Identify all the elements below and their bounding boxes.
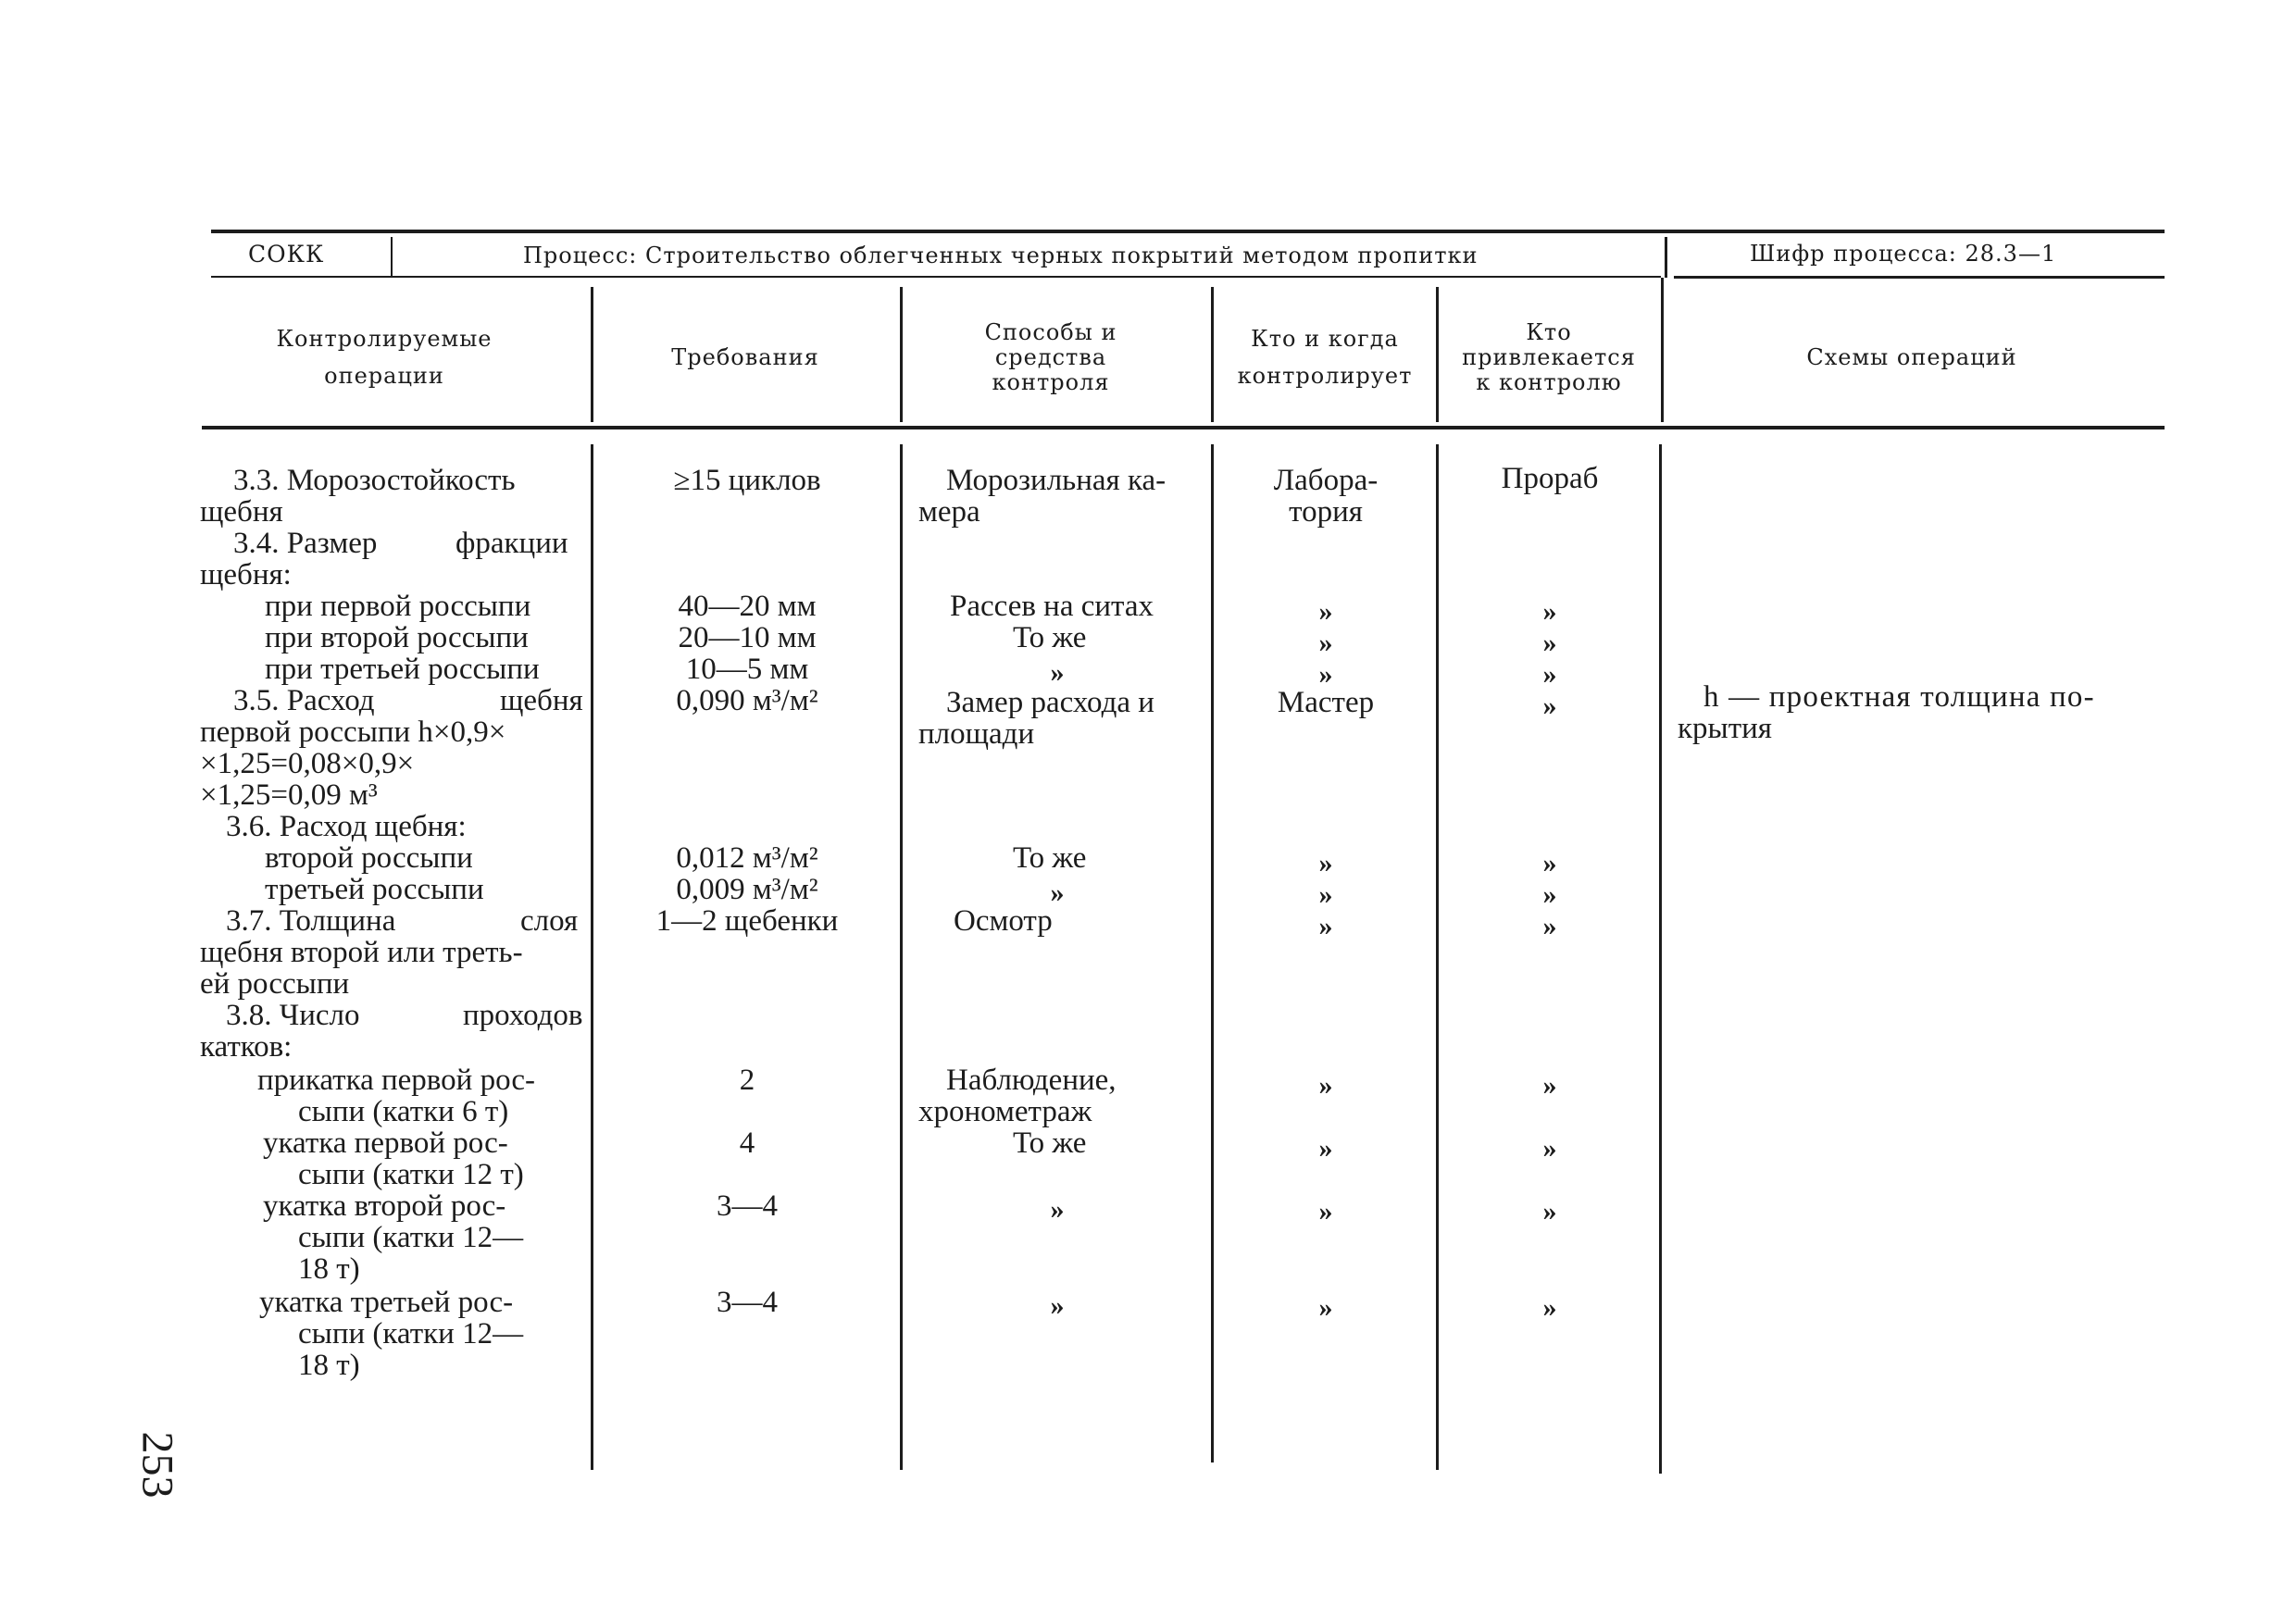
op-3-3-line1: 3.3. Морозостойкость [233,464,516,497]
scheme-note-line2: крытия [1678,712,1772,745]
col-line-4 [1436,444,1439,1470]
ditto-inv-3-6-a: » [1542,848,1557,878]
req-3-5: 0,090 м³/м² [676,684,818,717]
col-header-methods: Способы и средства контроля [984,318,1117,395]
meth-3-7: Осмотр [954,904,1053,938]
ditto-who-3-8-d: » [1318,1292,1333,1323]
col-line-1 [591,444,593,1470]
op-3-6: 3.6. Расход щебня: [226,810,467,843]
meth-3-4-b: То же [1013,621,1087,654]
col-line-3-head [1211,287,1214,422]
top-rule [211,230,2165,233]
op-3-7-line2: щебня второй или треть- [200,936,523,969]
op-3-4-c: при третьей россыпи [265,653,540,686]
req-3-3: ≥15 циклов [673,464,821,497]
op-3-8-a-line1: прикатка первой рос- [257,1064,536,1097]
who-3-3-line2: тория [1289,495,1363,529]
ditto-inv-3-5: » [1542,691,1557,721]
req-3-8-b: 4 [739,1126,755,1160]
req-3-4-c: 10—5 мм [685,653,809,686]
process-title: Процесс: Строительство облегченных черных покрытий методом пропитки [523,243,1479,268]
col-header-operations: Контролируемые операции [276,326,493,389]
ditto-inv-3-8-d: » [1542,1292,1557,1323]
page-number: 253 [132,1431,182,1499]
sokk-label: СОКК [248,241,325,268]
op-3-7-line1b: слоя [520,904,579,938]
op-3-8-c-line3: 18 т) [298,1252,360,1286]
meth-3-6-a: То же [1013,841,1087,875]
op-3-5-line3: ×1,25=0,08×0,9× [200,747,415,780]
meth-3-4-a: Рассев на ситах [950,590,1154,623]
req-3-8-d: 3—4 [717,1286,778,1319]
ditto-inv-3-8-a: » [1542,1070,1557,1101]
op-3-5-line1: 3.5. Расход [233,684,375,717]
col-line-5-head [1661,278,1664,422]
req-3-8-c: 3—4 [717,1189,778,1223]
op-3-3-line2: щебня [200,495,283,529]
ditto-who-3-4-b: » [1318,628,1333,658]
op-3-5-line1b: щебня [500,684,583,717]
ditto-who-3-7: » [1318,911,1333,941]
col-header-requirements: Требования [671,343,819,370]
op-3-6-b: третьей россыпи [265,873,484,906]
ditto-who-3-4-a: » [1318,596,1333,627]
ditto-who-3-8-c: » [1318,1196,1333,1226]
col-line-2-head [900,287,903,422]
req-3-6-b: 0,009 м³/м² [676,873,818,906]
op-3-4-line1: 3.4. Размер [233,527,378,560]
op-3-8-d-line3: 18 т) [298,1349,360,1382]
ditto-inv-3-7: » [1542,911,1557,941]
op-3-8-line2: катков: [200,1030,293,1064]
ditto-inv-3-6-b: » [1542,879,1557,910]
meth-3-3-line1: Морозильная ка- [946,464,1167,497]
op-3-8-d-line1: укатка третьей рос- [259,1286,514,1319]
ditto-meth-3-4-c: » [1050,657,1065,688]
process-code: Шифр процесса: 28.3—1 [1750,241,2057,267]
ditto-inv-3-4-c: » [1542,659,1557,690]
col-line-2 [900,444,903,1470]
op-3-8-d-line2: сыпи (катки 12— [298,1317,524,1350]
ditto-inv-3-8-b: » [1542,1133,1557,1164]
columns-bottom-rule [202,426,2165,429]
op-3-5-line2: первой россыпи h×0,9× [200,716,506,749]
header-rule-right [1674,276,2165,279]
ditto-meth-3-8-d: » [1050,1290,1065,1321]
col-header-schemes: Схемы операций [1806,343,2017,370]
who-3-5: Мастер [1277,686,1375,719]
meth-3-5-line2: площади [918,717,1035,751]
op-3-4-line1b: фракции [455,527,568,560]
col-line-1-head [591,287,593,422]
op-3-8-line1: 3.8. Число [226,999,360,1032]
ditto-who-3-6-a: » [1318,848,1333,878]
col-header-who-when: Кто и когда контролирует [1237,326,1413,389]
col-line-4-head [1436,287,1439,422]
op-3-4-a: при первой россыпи [265,590,531,623]
op-3-5-line4: ×1,25=0,09 м³ [200,778,378,812]
ditto-meth-3-8-c: » [1050,1194,1065,1225]
req-3-8-a: 2 [739,1064,755,1097]
header-rule [211,276,1661,278]
req-3-4-a: 40—20 мм [678,590,817,623]
op-3-7-line1: 3.7. Толщина [226,904,396,938]
req-3-7: 1—2 щебенки [655,904,839,938]
op-3-4-line2: щебня: [200,558,292,591]
op-3-8-c-line1: укатка второй рос- [263,1189,506,1223]
req-3-4-b: 20—10 мм [678,621,817,654]
ditto-inv-3-4-b: » [1542,628,1557,658]
ditto-inv-3-4-a: » [1542,596,1557,627]
col-header-involved: Кто привлекается к контролю [1462,318,1636,395]
ditto-who-3-8-a: » [1318,1070,1333,1101]
op-3-8-c-line2: сыпи (катки 12— [298,1221,524,1254]
col-line-3 [1211,444,1214,1462]
ditto-who-3-8-b: » [1318,1133,1333,1164]
meth-3-5-line1: Замер расхода и [946,686,1154,719]
ditto-inv-3-8-c: » [1542,1196,1557,1226]
scheme-note-line1: h — проектная толщина по- [1703,680,2095,714]
ditto-who-3-6-b: » [1318,879,1333,910]
op-3-7-line3: ей россыпи [200,967,350,1001]
op-3-8-b-line1: укатка первой рос- [263,1126,508,1160]
header-divider-1 [391,237,393,276]
meth-3-8-a-line2: хронометраж [918,1095,1092,1128]
who-3-3-line1: Лабора- [1273,464,1379,497]
meth-3-8-a-line1: Наблюдение, [946,1064,1117,1097]
ditto-who-3-4-c: » [1318,659,1333,690]
op-3-8-a-line2: сыпи (катки 6 т) [298,1095,509,1128]
meth-3-3-line2: мера [918,495,980,529]
meth-3-8-b: То же [1013,1126,1087,1160]
header-divider-2 [1665,237,1667,278]
op-3-4-b: при второй россыпи [265,621,529,654]
col-line-5 [1659,444,1662,1474]
op-3-6-a: второй россыпи [265,841,473,875]
inv-3-3: Прораб [1501,462,1599,495]
op-3-8-line1b: проходов [463,999,583,1032]
req-3-6-a: 0,012 м³/м² [676,841,818,875]
op-3-8-b-line2: сыпи (катки 12 т) [298,1158,524,1191]
ditto-meth-3-6-b: » [1050,877,1065,908]
